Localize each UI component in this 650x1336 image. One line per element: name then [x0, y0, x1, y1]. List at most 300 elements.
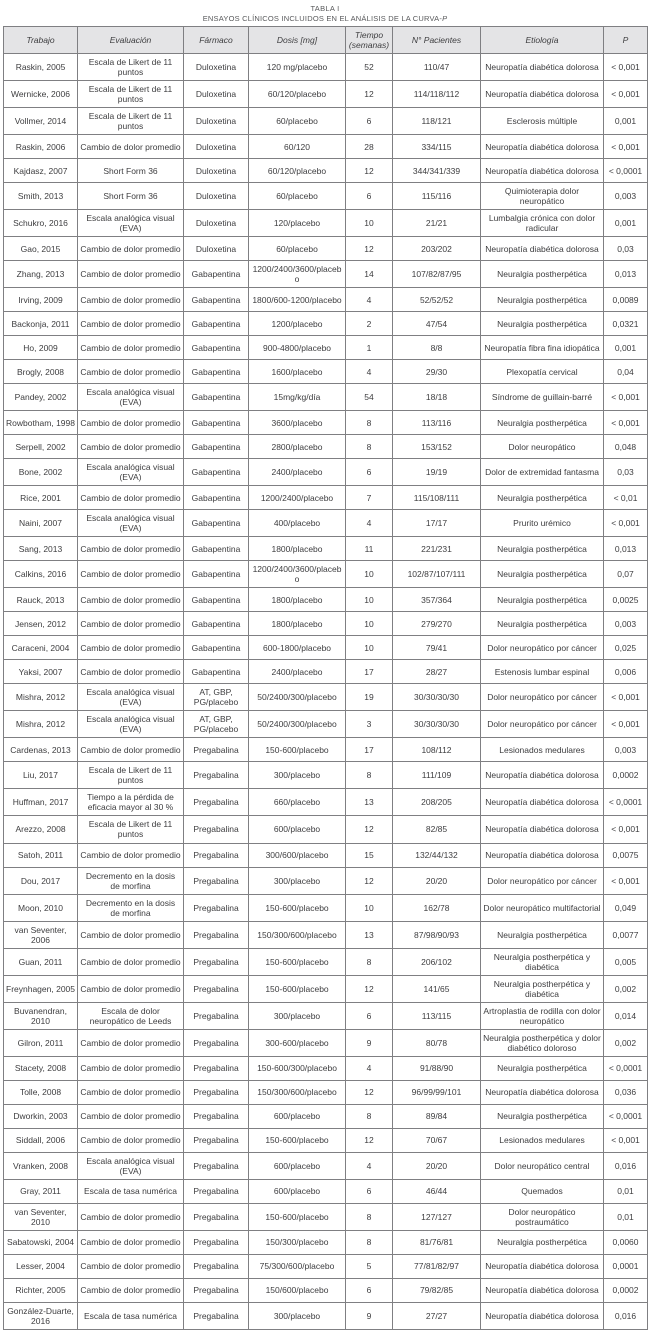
cell-pacientes: 113/116 — [393, 411, 481, 435]
cell-etiologia: Dolor de extremidad fantasma — [481, 459, 604, 486]
cell-trabajo: Ho, 2009 — [4, 336, 78, 360]
cell-farmaco: AT, GBP, PG/placebo — [184, 684, 249, 711]
cell-tiempo: 10 — [346, 561, 393, 588]
cell-etiologia: Neuropatía diabética dolorosa — [481, 159, 604, 183]
cell-dosis: 300-600/placebo — [249, 1029, 346, 1056]
cell-pacientes: 127/127 — [393, 1203, 481, 1230]
cell-farmaco: Duloxetina — [184, 81, 249, 108]
cell-tiempo: 5 — [346, 1254, 393, 1278]
cell-dosis: 300/600/placebo — [249, 843, 346, 867]
cell-p: < 0,001 — [604, 81, 648, 108]
cell-evaluacion: Cambio de dolor promedio — [78, 288, 184, 312]
cell-pacientes: 79/82/85 — [393, 1278, 481, 1302]
cell-trabajo: Sabatowski, 2004 — [4, 1230, 78, 1254]
cell-evaluacion: Cambio de dolor promedio — [78, 1029, 184, 1056]
cell-dosis: 900-4800/placebo — [249, 336, 346, 360]
cell-dosis: 600-1800/placebo — [249, 636, 346, 660]
table-row — [4, 975, 648, 1002]
cell-dosis: 150-600/placebo — [249, 1128, 346, 1152]
cell-trabajo: Caraceni, 2004 — [4, 636, 78, 660]
cell-trabajo: Jensen, 2012 — [4, 612, 78, 636]
table-row — [4, 459, 648, 486]
cell-etiologia: Neuralgia postherpética — [481, 411, 604, 435]
cell-etiologia: Neuralgia postherpética — [481, 561, 604, 588]
cell-evaluacion: Short Form 36 — [78, 183, 184, 210]
cell-dosis: 150/300/600/placebo — [249, 1080, 346, 1104]
cell-etiologia: Neuropatía diabética dolorosa — [481, 789, 604, 816]
cell-pacientes: 110/47 — [393, 54, 481, 81]
cell-trabajo: Gray, 2011 — [4, 1179, 78, 1203]
table-row — [4, 789, 648, 816]
table-row — [4, 336, 648, 360]
table-row — [4, 660, 648, 684]
table-body — [4, 54, 648, 1330]
cell-farmaco: Gabapentina — [184, 561, 249, 588]
cell-pacientes: 8/8 — [393, 336, 481, 360]
cell-etiologia: Neuralgia postherpética — [481, 612, 604, 636]
cell-trabajo: Bone, 2002 — [4, 459, 78, 486]
cell-p: < 0,001 — [604, 816, 648, 843]
header-row — [4, 27, 648, 54]
cell-pacientes: 344/341/339 — [393, 159, 481, 183]
cell-trabajo: Guan, 2011 — [4, 948, 78, 975]
column-header-dosis: Dosis [mg] — [249, 27, 346, 54]
cell-evaluacion: Cambio de dolor promedio — [78, 135, 184, 159]
cell-dosis: 60/placebo — [249, 237, 346, 261]
cell-tiempo: 17 — [346, 738, 393, 762]
cell-tiempo: 13 — [346, 921, 393, 948]
column-header-evaluacion: Evaluación — [78, 27, 184, 54]
cell-tiempo: 6 — [346, 1278, 393, 1302]
cell-tiempo: 8 — [346, 435, 393, 459]
cell-pacientes: 334/115 — [393, 135, 481, 159]
cell-farmaco: Pregabalina — [184, 738, 249, 762]
cell-tiempo: 1 — [346, 336, 393, 360]
cell-dosis: 50/2400/300/placebo — [249, 711, 346, 738]
cell-dosis: 600/placebo — [249, 1152, 346, 1179]
cell-dosis: 600/placebo — [249, 816, 346, 843]
cell-farmaco: Duloxetina — [184, 237, 249, 261]
cell-tiempo: 8 — [346, 1230, 393, 1254]
cell-p: 0,03 — [604, 459, 648, 486]
table-row — [4, 1056, 648, 1080]
table-row — [4, 288, 648, 312]
cell-p: < 0,001 — [604, 411, 648, 435]
cell-p: 0,006 — [604, 660, 648, 684]
cell-farmaco: Duloxetina — [184, 159, 249, 183]
cell-p: 0,003 — [604, 738, 648, 762]
cell-pacientes: 206/102 — [393, 948, 481, 975]
cell-evaluacion: Cambio de dolor promedio — [78, 921, 184, 948]
cell-trabajo: Satoh, 2011 — [4, 843, 78, 867]
cell-pacientes: 20/20 — [393, 867, 481, 894]
cell-etiologia: Esclerosis múltiple — [481, 108, 604, 135]
cell-trabajo: Mishra, 2012 — [4, 684, 78, 711]
cell-farmaco: Gabapentina — [184, 636, 249, 660]
cell-tiempo: 14 — [346, 261, 393, 288]
cell-tiempo: 11 — [346, 537, 393, 561]
column-header-etiologia: Etiología — [481, 27, 604, 54]
table-row — [4, 537, 648, 561]
cell-dosis: 300/placebo — [249, 1002, 346, 1029]
cell-farmaco: Pregabalina — [184, 1056, 249, 1080]
cell-farmaco: Gabapentina — [184, 288, 249, 312]
cell-evaluacion: Escala analógica visual (EVA) — [78, 384, 184, 411]
cell-farmaco: Duloxetina — [184, 135, 249, 159]
cell-dosis: 1800/600-1200/placebo — [249, 288, 346, 312]
cell-p: < 0,001 — [604, 510, 648, 537]
cell-farmaco: Gabapentina — [184, 435, 249, 459]
cell-farmaco: Pregabalina — [184, 894, 249, 921]
cell-pacientes: 96/99/99/101 — [393, 1080, 481, 1104]
cell-p: 0,0025 — [604, 588, 648, 612]
cell-tiempo: 15 — [346, 843, 393, 867]
cell-pacientes: 30/30/30/30 — [393, 711, 481, 738]
table-row — [4, 384, 648, 411]
cell-pacientes: 162/78 — [393, 894, 481, 921]
cell-evaluacion: Escala analógica visual (EVA) — [78, 1152, 184, 1179]
cell-pacientes: 30/30/30/30 — [393, 684, 481, 711]
cell-p: < 0,001 — [604, 867, 648, 894]
cell-pacientes: 27/27 — [393, 1302, 481, 1329]
cell-farmaco: Duloxetina — [184, 108, 249, 135]
cell-pacientes: 115/108/111 — [393, 486, 481, 510]
cell-pacientes: 357/364 — [393, 588, 481, 612]
cell-etiologia: Neuropatía diabética dolorosa — [481, 81, 604, 108]
table-row — [4, 1128, 648, 1152]
cell-p: 0,036 — [604, 1080, 648, 1104]
cell-pacientes: 70/67 — [393, 1128, 481, 1152]
cell-etiologia: Neuralgia postherpética — [481, 486, 604, 510]
cell-farmaco: Pregabalina — [184, 816, 249, 843]
table-row — [4, 210, 648, 237]
cell-tiempo: 12 — [346, 816, 393, 843]
cell-pacientes: 29/30 — [393, 360, 481, 384]
cell-evaluacion: Cambio de dolor promedio — [78, 948, 184, 975]
cell-trabajo: Pandey, 2002 — [4, 384, 78, 411]
cell-pacientes: 77/81/82/97 — [393, 1254, 481, 1278]
cell-pacientes: 19/19 — [393, 459, 481, 486]
cell-farmaco: Gabapentina — [184, 660, 249, 684]
cell-evaluacion: Cambio de dolor promedio — [78, 561, 184, 588]
cell-evaluacion: Cambio de dolor promedio — [78, 1230, 184, 1254]
cell-p: 0,03 — [604, 237, 648, 261]
cell-trabajo: Gao, 2015 — [4, 237, 78, 261]
cell-p: 0,014 — [604, 1002, 648, 1029]
table-row — [4, 1002, 648, 1029]
cell-dosis: 150/300/placebo — [249, 1230, 346, 1254]
cell-evaluacion: Cambio de dolor promedio — [78, 975, 184, 1002]
cell-tiempo: 4 — [346, 288, 393, 312]
cell-p: < 0,001 — [604, 684, 648, 711]
cell-p: 0,013 — [604, 261, 648, 288]
cell-trabajo: Raskin, 2006 — [4, 135, 78, 159]
cell-p: 0,0001 — [604, 1254, 648, 1278]
cell-evaluacion: Escala de Likert de 11 puntos — [78, 816, 184, 843]
cell-tiempo: 6 — [346, 1002, 393, 1029]
cell-p: 0,016 — [604, 1152, 648, 1179]
cell-trabajo: Dou, 2017 — [4, 867, 78, 894]
cell-pacientes: 91/88/90 — [393, 1056, 481, 1080]
cell-trabajo: Gilron, 2011 — [4, 1029, 78, 1056]
cell-trabajo: Rowbotham, 1998 — [4, 411, 78, 435]
cell-dosis: 2400/placebo — [249, 459, 346, 486]
cell-farmaco: Gabapentina — [184, 537, 249, 561]
cell-etiologia: Dolor neuropático por cáncer — [481, 711, 604, 738]
cell-tiempo: 10 — [346, 210, 393, 237]
cell-etiologia: Plexopatía cervical — [481, 360, 604, 384]
cell-p: 0,0089 — [604, 288, 648, 312]
cell-trabajo: Naini, 2007 — [4, 510, 78, 537]
cell-tiempo: 12 — [346, 1080, 393, 1104]
cell-pacientes: 17/17 — [393, 510, 481, 537]
cell-etiologia: Dolor neuropático central — [481, 1152, 604, 1179]
cell-evaluacion: Cambio de dolor promedio — [78, 486, 184, 510]
cell-pacientes: 114/118/112 — [393, 81, 481, 108]
table-row — [4, 588, 648, 612]
cell-farmaco: Pregabalina — [184, 1203, 249, 1230]
cell-tiempo: 8 — [346, 762, 393, 789]
cell-evaluacion: Cambio de dolor promedio — [78, 1104, 184, 1128]
table-row — [4, 360, 648, 384]
cell-trabajo: Tolle, 2008 — [4, 1080, 78, 1104]
table-row — [4, 1302, 648, 1329]
cell-evaluacion: Cambio de dolor promedio — [78, 237, 184, 261]
cell-pacientes: 20/20 — [393, 1152, 481, 1179]
table-row — [4, 612, 648, 636]
table-row — [4, 843, 648, 867]
cell-etiologia: Neuralgia postherpética y diabética — [481, 975, 604, 1002]
cell-farmaco: Duloxetina — [184, 210, 249, 237]
table-row — [4, 684, 648, 711]
cell-pacientes: 141/65 — [393, 975, 481, 1002]
cell-p: 0,0075 — [604, 843, 648, 867]
table-row — [4, 1029, 648, 1056]
clinical-trials-table — [3, 26, 648, 1330]
table-row — [4, 510, 648, 537]
cell-etiologia: Quimioterapia dolor neuropático — [481, 183, 604, 210]
cell-dosis: 1200/2400/3600/placebo — [249, 261, 346, 288]
cell-dosis: 1600/placebo — [249, 360, 346, 384]
cell-dosis: 1200/2400/3600/placebo — [249, 561, 346, 588]
table-row — [4, 1080, 648, 1104]
cell-p: 0,0077 — [604, 921, 648, 948]
cell-trabajo: Freynhagen, 2005 — [4, 975, 78, 1002]
cell-dosis: 2800/placebo — [249, 435, 346, 459]
cell-p: 0,04 — [604, 360, 648, 384]
cell-dosis: 3600/placebo — [249, 411, 346, 435]
cell-trabajo: Yaksi, 2007 — [4, 660, 78, 684]
cell-etiologia: Dolor neuropático — [481, 435, 604, 459]
cell-etiologia: Neuropatía diabética dolorosa — [481, 1080, 604, 1104]
cell-trabajo: Schukro, 2016 — [4, 210, 78, 237]
cell-trabajo: Buvanendran, 2010 — [4, 1002, 78, 1029]
cell-tiempo: 19 — [346, 684, 393, 711]
cell-p: 0,016 — [604, 1302, 648, 1329]
cell-trabajo: van Seventer, 2006 — [4, 921, 78, 948]
table-row — [4, 711, 648, 738]
cell-pacientes: 108/112 — [393, 738, 481, 762]
cell-dosis: 60/placebo — [249, 108, 346, 135]
cell-evaluacion: Escala de tasa numérica — [78, 1302, 184, 1329]
cell-etiologia: Neuralgia postherpética — [481, 588, 604, 612]
table-title-block — [3, 4, 647, 23]
cell-dosis: 150/600/placebo — [249, 1278, 346, 1302]
cell-p: < 0,001 — [604, 1128, 648, 1152]
table-row — [4, 921, 648, 948]
cell-trabajo: Irving, 2009 — [4, 288, 78, 312]
cell-pacientes: 221/231 — [393, 537, 481, 561]
cell-etiologia: Neuralgia postherpética — [481, 537, 604, 561]
cell-trabajo: Richter, 2005 — [4, 1278, 78, 1302]
cell-tiempo: 12 — [346, 1128, 393, 1152]
cell-trabajo: Serpell, 2002 — [4, 435, 78, 459]
cell-etiologia: Neuropatía diabética dolorosa — [481, 843, 604, 867]
cell-etiologia: Dolor neuropático por cáncer — [481, 867, 604, 894]
cell-pacientes: 46/44 — [393, 1179, 481, 1203]
cell-etiologia: Neuropatía diabética dolorosa — [481, 1278, 604, 1302]
cell-dosis: 600/placebo — [249, 1104, 346, 1128]
table-caption-text: ENSAYOS CLÍNICOS INCLUIDOS EN EL ANÁLISIS DE LA CURVA- — [202, 14, 443, 23]
cell-tiempo: 9 — [346, 1302, 393, 1329]
cell-pacientes: 111/109 — [393, 762, 481, 789]
cell-etiologia: Prurito urémico — [481, 510, 604, 537]
column-header-p: P — [604, 27, 648, 54]
table-row — [4, 1203, 648, 1230]
cell-pacientes: 18/18 — [393, 384, 481, 411]
table-row — [4, 81, 648, 108]
cell-pacientes: 80/78 — [393, 1029, 481, 1056]
cell-evaluacion: Cambio de dolor promedio — [78, 1128, 184, 1152]
cell-pacientes: 82/85 — [393, 816, 481, 843]
cell-evaluacion: Escala analógica visual (EVA) — [78, 684, 184, 711]
cell-farmaco: Gabapentina — [184, 261, 249, 288]
table-row — [4, 108, 648, 135]
cell-evaluacion: Escala de tasa numérica — [78, 1179, 184, 1203]
column-header-trabajo: Trabajo — [4, 27, 78, 54]
cell-tiempo: 12 — [346, 237, 393, 261]
cell-pacientes: 113/115 — [393, 1002, 481, 1029]
table-row — [4, 261, 648, 288]
cell-farmaco: Pregabalina — [184, 1152, 249, 1179]
cell-dosis: 1800/placebo — [249, 537, 346, 561]
cell-p: 0,0002 — [604, 762, 648, 789]
cell-evaluacion: Cambio de dolor promedio — [78, 612, 184, 636]
table-row — [4, 948, 648, 975]
cell-p: 0,0060 — [604, 1230, 648, 1254]
cell-evaluacion: Cambio de dolor promedio — [78, 435, 184, 459]
cell-farmaco: Pregabalina — [184, 789, 249, 816]
cell-trabajo: Huffman, 2017 — [4, 789, 78, 816]
cell-farmaco: Pregabalina — [184, 1230, 249, 1254]
cell-evaluacion: Cambio de dolor promedio — [78, 1080, 184, 1104]
table-row — [4, 237, 648, 261]
cell-tiempo: 6 — [346, 1179, 393, 1203]
cell-dosis: 120 mg/placebo — [249, 54, 346, 81]
cell-etiologia: Neuropatía diabética dolorosa — [481, 1254, 604, 1278]
cell-farmaco: Gabapentina — [184, 588, 249, 612]
cell-evaluacion: Escala analógica visual (EVA) — [78, 210, 184, 237]
cell-pacientes: 279/270 — [393, 612, 481, 636]
cell-farmaco: Gabapentina — [184, 459, 249, 486]
cell-farmaco: Pregabalina — [184, 921, 249, 948]
cell-tiempo: 2 — [346, 312, 393, 336]
cell-p: < 0,001 — [604, 54, 648, 81]
cell-farmaco: Gabapentina — [184, 384, 249, 411]
cell-farmaco: Gabapentina — [184, 612, 249, 636]
cell-farmaco: Gabapentina — [184, 336, 249, 360]
cell-etiologia: Neuralgia postherpética — [481, 312, 604, 336]
cell-dosis: 150-600/placebo — [249, 894, 346, 921]
cell-etiologia: Neuralgia postherpética — [481, 288, 604, 312]
cell-tiempo: 28 — [346, 135, 393, 159]
cell-evaluacion: Escala analógica visual (EVA) — [78, 711, 184, 738]
cell-trabajo: González-Duarte, 2016 — [4, 1302, 78, 1329]
cell-p: < 0,0001 — [604, 1104, 648, 1128]
cell-evaluacion: Cambio de dolor promedio — [78, 261, 184, 288]
table-row — [4, 894, 648, 921]
table-row — [4, 159, 648, 183]
cell-p: 0,002 — [604, 1029, 648, 1056]
cell-trabajo: Mishra, 2012 — [4, 711, 78, 738]
cell-evaluacion: Cambio de dolor promedio — [78, 1203, 184, 1230]
cell-etiologia: Neuropatía diabética dolorosa — [481, 762, 604, 789]
cell-pacientes: 81/76/81 — [393, 1230, 481, 1254]
cell-tiempo: 4 — [346, 510, 393, 537]
cell-pacientes: 115/116 — [393, 183, 481, 210]
cell-etiologia: Neuralgia postherpética — [481, 921, 604, 948]
cell-trabajo: Wernicke, 2006 — [4, 81, 78, 108]
cell-dosis: 600/placebo — [249, 1179, 346, 1203]
cell-p: 0,001 — [604, 336, 648, 360]
cell-evaluacion: Cambio de dolor promedio — [78, 537, 184, 561]
cell-tiempo: 8 — [346, 948, 393, 975]
cell-evaluacion: Cambio de dolor promedio — [78, 336, 184, 360]
cell-farmaco: Pregabalina — [184, 1029, 249, 1056]
cell-p: 0,0321 — [604, 312, 648, 336]
cell-tiempo: 6 — [346, 108, 393, 135]
cell-p: 0,048 — [604, 435, 648, 459]
column-header-pacientes: N° Pacientes — [393, 27, 481, 54]
cell-etiologia: Neuralgia postherpética — [481, 1230, 604, 1254]
cell-p: 0,001 — [604, 210, 648, 237]
cell-dosis: 120/placebo — [249, 210, 346, 237]
cell-dosis: 150-600/placebo — [249, 948, 346, 975]
cell-dosis: 60/placebo — [249, 183, 346, 210]
cell-etiologia: Lumbalgia crónica con dolor radicular — [481, 210, 604, 237]
cell-dosis: 150/300/600/placebo — [249, 921, 346, 948]
cell-trabajo: Rauck, 2013 — [4, 588, 78, 612]
cell-p: < 0,001 — [604, 384, 648, 411]
cell-farmaco: Gabapentina — [184, 411, 249, 435]
cell-p: 0,005 — [604, 948, 648, 975]
cell-trabajo: Lesser, 2004 — [4, 1254, 78, 1278]
cell-trabajo: Vollmer, 2014 — [4, 108, 78, 135]
cell-dosis: 400/placebo — [249, 510, 346, 537]
cell-p: < 0,0001 — [604, 159, 648, 183]
cell-farmaco: Pregabalina — [184, 867, 249, 894]
cell-tiempo: 8 — [346, 411, 393, 435]
table-row — [4, 1254, 648, 1278]
cell-etiologia: Dolor neuropático multifactorial — [481, 894, 604, 921]
cell-dosis: 15mg/kg/día — [249, 384, 346, 411]
table-row — [4, 1104, 648, 1128]
cell-evaluacion: Short Form 36 — [78, 159, 184, 183]
cell-evaluacion: Escala de Likert de 11 puntos — [78, 54, 184, 81]
cell-trabajo: Moon, 2010 — [4, 894, 78, 921]
cell-pacientes: 118/121 — [393, 108, 481, 135]
cell-farmaco: Pregabalina — [184, 1278, 249, 1302]
